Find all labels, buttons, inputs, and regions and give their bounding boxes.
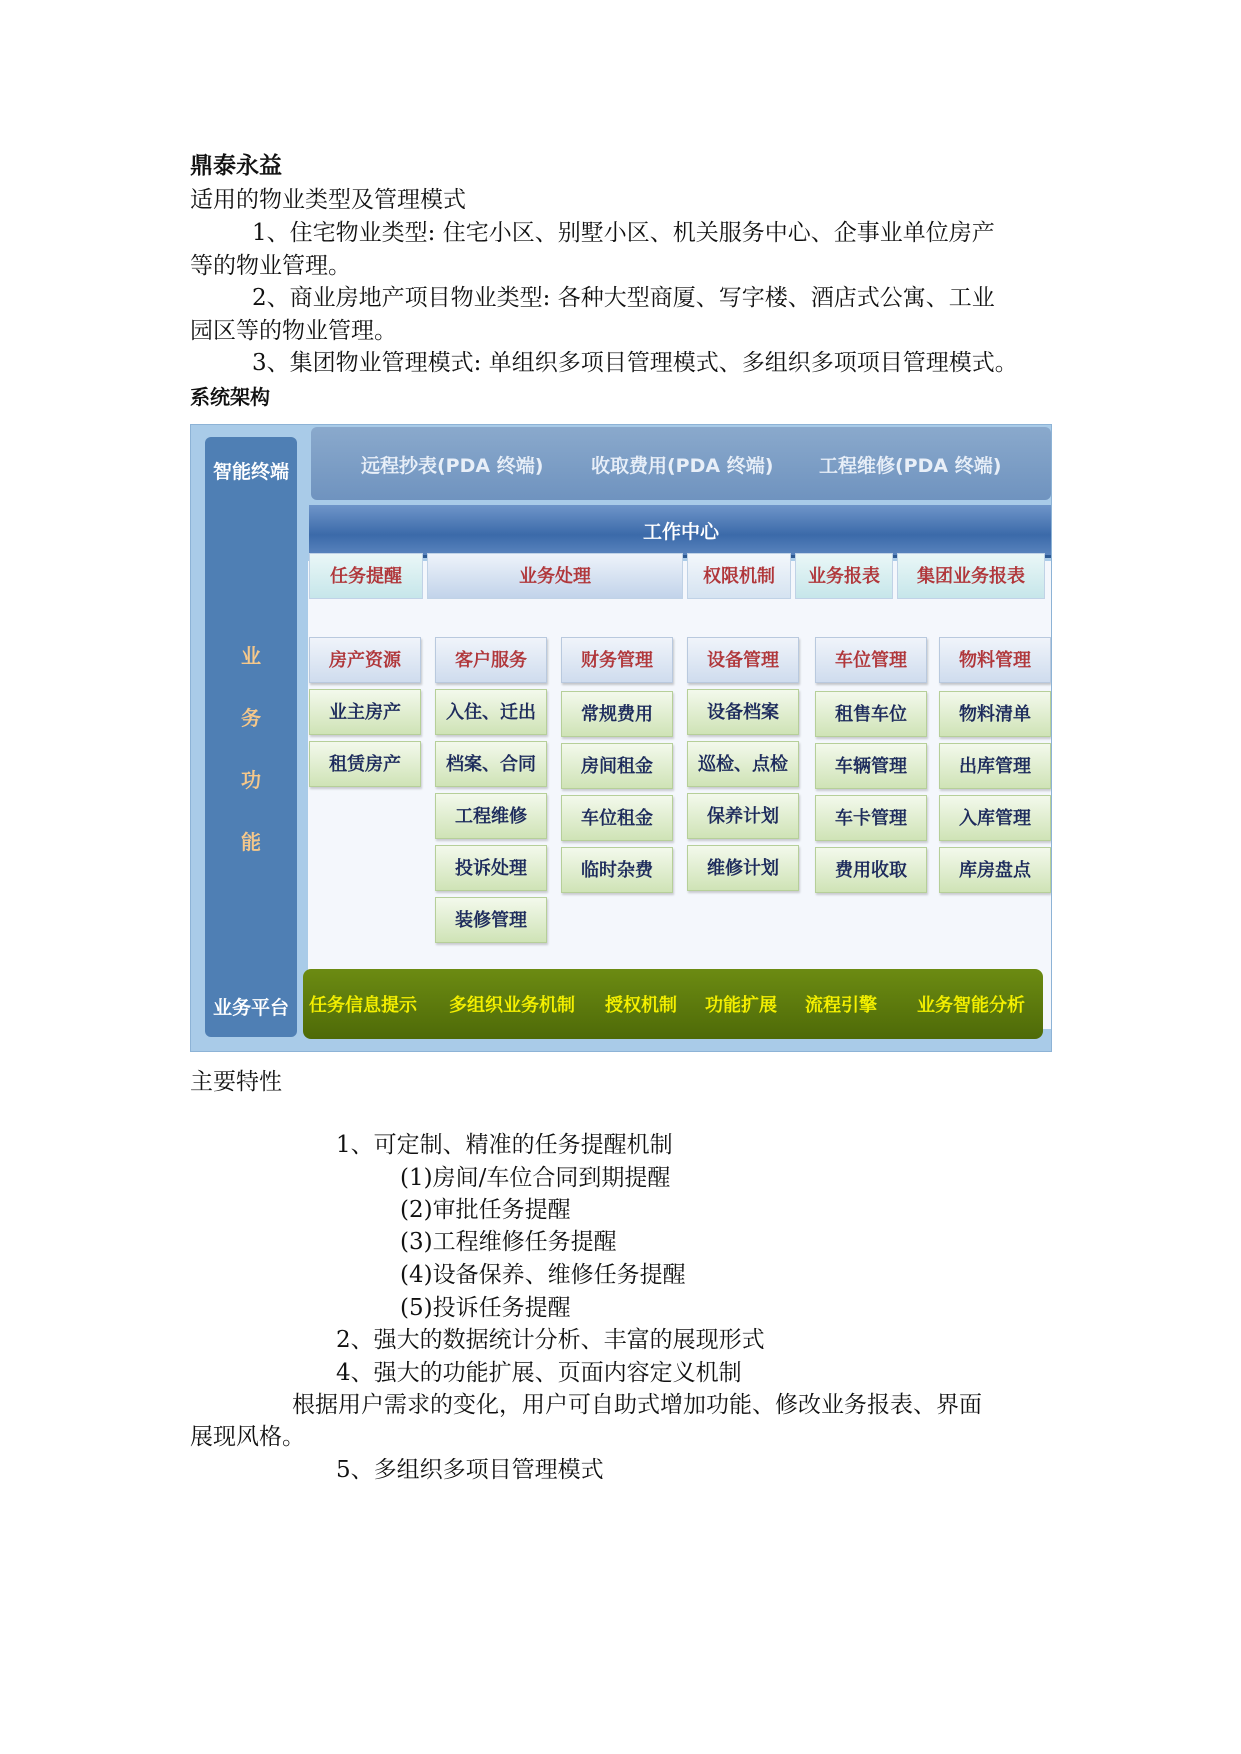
terminal-item: 收取费用(PDA 终端) xyxy=(591,455,774,477)
feature-1-sub-5: (5)投诉任务提醒 xyxy=(400,1295,571,1321)
module-cell: 投诉处理 xyxy=(435,845,547,891)
section-heading-property-types: 适用的物业类型及管理模式 xyxy=(190,187,466,213)
feature-1: 1、可定制、精准的任务提醒机制 xyxy=(336,1132,673,1158)
module-cell: 巡检、点检 xyxy=(687,741,799,787)
work-center-bar xyxy=(309,505,1052,558)
module-cell: 租售车位 xyxy=(815,691,927,737)
module-cell: 临时杂费 xyxy=(561,847,673,893)
module-header-materials: 物料管理 xyxy=(939,637,1051,683)
module-cell: 出库管理 xyxy=(939,743,1051,789)
module-cell: 车辆管理 xyxy=(815,743,927,789)
feature-4: 4、强大的功能扩展、页面内容定义机制 xyxy=(336,1360,742,1386)
smart-terminal-bar xyxy=(311,427,1051,500)
document-title: 鼎泰永益 xyxy=(190,153,282,179)
work-center-label: 工作中心 xyxy=(642,521,719,543)
feature-1-sub-1: (1)房间/车位合同到期提醒 xyxy=(400,1165,671,1191)
terminal-item: 远程抄表(PDA 终端) xyxy=(361,455,544,477)
property-type-item-2-line-2: 园区等的物业管理。 xyxy=(190,318,397,344)
work-tab-business-processing: 业务处理 xyxy=(427,553,683,599)
property-type-item-3: 3、集团物业管理模式: 单组织多项目管理模式、多组织多项项目管理模式。 xyxy=(252,350,1018,376)
business-function-char-2: 务 xyxy=(241,706,261,730)
module-header-parking: 车位管理 xyxy=(815,637,927,683)
feature-5: 5、多组织多项目管理模式 xyxy=(336,1457,604,1483)
module-cell: 保养计划 xyxy=(687,793,799,839)
module-cell: 入库管理 xyxy=(939,795,1051,841)
left-category-column xyxy=(205,437,297,1037)
module-header-customer-service: 客户服务 xyxy=(435,637,547,683)
module-cell: 库房盘点 xyxy=(939,847,1051,893)
feature-1-sub-3: (3)工程维修任务提醒 xyxy=(400,1229,617,1255)
business-function-char-1: 业 xyxy=(241,644,261,668)
module-cell: 房间租金 xyxy=(561,743,673,789)
module-cell: 租赁房产 xyxy=(309,741,421,787)
property-type-item-1-line-1: 1、住宅物业类型: 住宅小区、别墅小区、机关服务中心、企事业单位房产 xyxy=(252,220,995,246)
work-tab-permission: 权限机制 xyxy=(687,553,791,599)
feature-1-sub-2: (2)审批任务提醒 xyxy=(400,1197,571,1223)
work-tab-business-report: 业务报表 xyxy=(795,553,893,599)
platform-item: 多组织业务机制 xyxy=(449,995,575,1016)
module-cell: 入住、迁出 xyxy=(435,689,547,735)
business-function-char-4: 能 xyxy=(241,830,261,854)
property-type-item-2-line-1: 2、商业房地产项目物业类型: 各种大型商厦、写字楼、酒店式公寓、工业 xyxy=(252,285,995,311)
platform-item: 任务信息提示 xyxy=(309,995,417,1016)
business-platform-bar xyxy=(303,969,1043,1039)
module-cell: 档案、合同 xyxy=(435,741,547,787)
feature-4-description-line-1: 根据用户需求的变化，用户可自助式增加功能、修改业务报表、界面 xyxy=(292,1392,982,1418)
module-cell: 设备档案 xyxy=(687,689,799,735)
business-platform-label: 业务平台 xyxy=(212,997,289,1019)
feature-4-description-line-2: 展现风格。 xyxy=(190,1424,305,1450)
module-cell: 常规费用 xyxy=(561,691,673,737)
section-heading-features: 主要特性 xyxy=(190,1069,282,1095)
feature-2: 2、强大的数据统计分析、丰富的展现形式 xyxy=(336,1327,765,1353)
work-tab-group-report: 集团业务报表 xyxy=(897,553,1045,599)
platform-item: 流程引擎 xyxy=(805,995,877,1016)
module-cell: 工程维修 xyxy=(435,793,547,839)
module-cell: 物料清单 xyxy=(939,691,1051,737)
business-function-char-3: 功 xyxy=(241,768,261,792)
feature-1-sub-4: (4)设备保养、维修任务提醒 xyxy=(400,1262,686,1288)
section-heading-architecture: 系统架构 xyxy=(190,385,270,409)
module-cell: 维修计划 xyxy=(687,845,799,891)
module-cell: 车位租金 xyxy=(561,795,673,841)
property-type-item-1-line-2: 等的物业管理。 xyxy=(190,253,351,279)
platform-item: 业务智能分析 xyxy=(917,995,1025,1016)
terminal-item: 工程维修(PDA 终端) xyxy=(819,455,1002,477)
module-header-equipment: 设备管理 xyxy=(687,637,799,683)
module-cell: 费用收取 xyxy=(815,847,927,893)
platform-item: 功能扩展 xyxy=(705,995,777,1016)
module-cell: 业主房产 xyxy=(309,689,421,735)
smart-terminal-label: 智能终端 xyxy=(212,461,289,483)
system-architecture-diagram xyxy=(190,424,1052,1052)
module-cell: 车卡管理 xyxy=(815,795,927,841)
work-tab-task-reminder: 任务提醒 xyxy=(309,553,423,599)
module-header-property: 房产资源 xyxy=(309,637,421,683)
module-cell: 装修管理 xyxy=(435,897,547,943)
platform-item: 授权机制 xyxy=(605,995,677,1016)
module-header-finance: 财务管理 xyxy=(561,637,673,683)
